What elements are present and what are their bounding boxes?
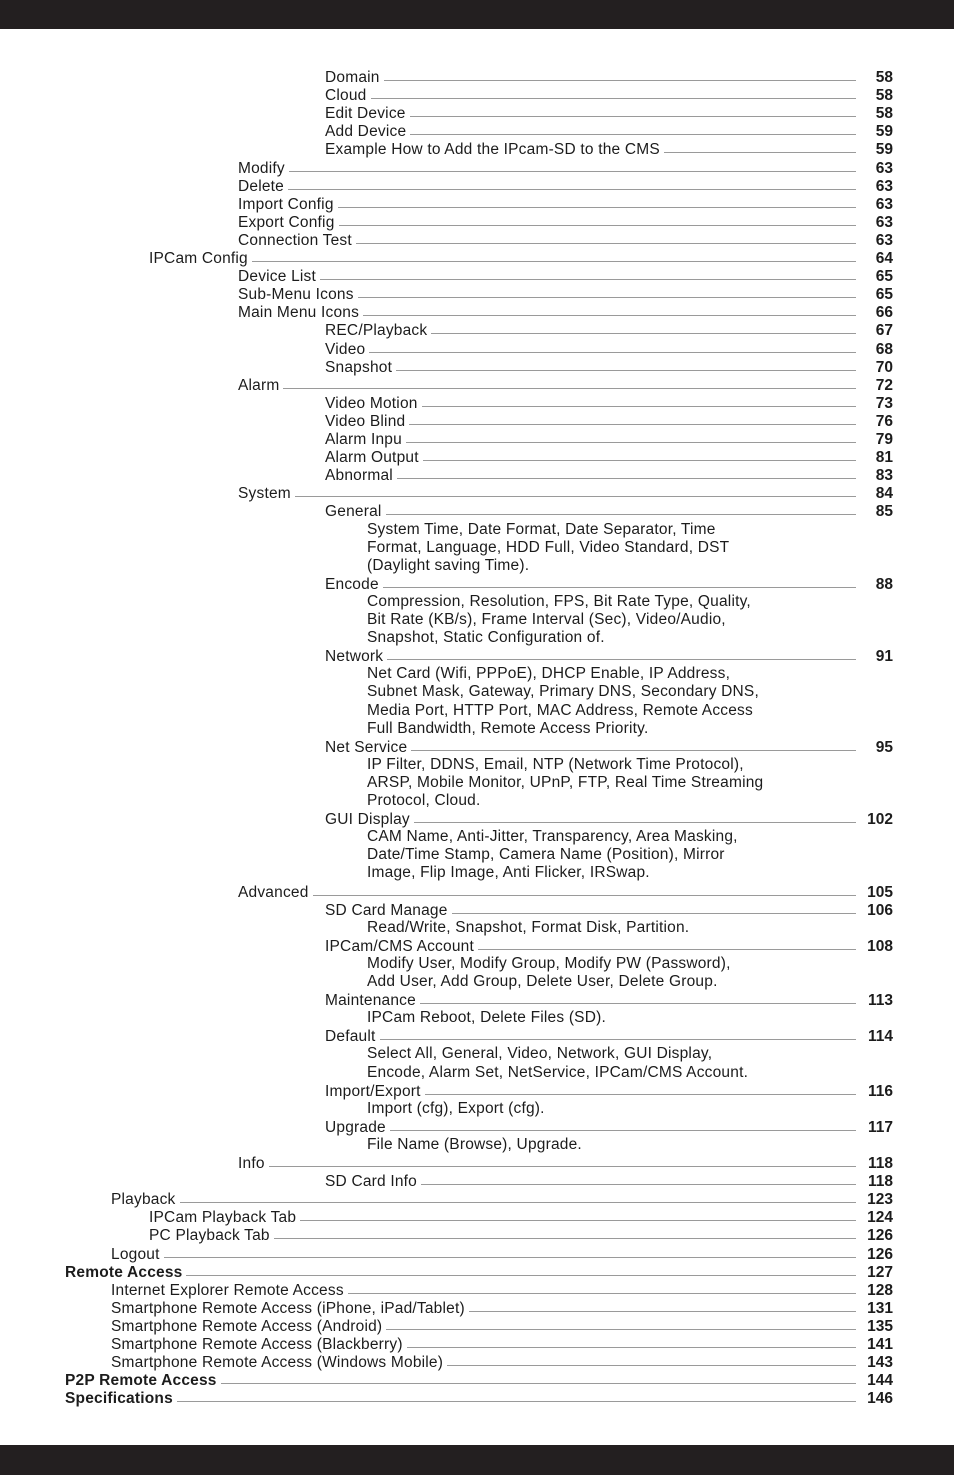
toc-entry[interactable] xyxy=(0,810,954,829)
toc-page-number: 126 xyxy=(867,1227,893,1245)
toc-page-number: 63 xyxy=(875,213,893,231)
toc-entry-label: IPCam Config xyxy=(149,249,252,268)
toc-page-number: 83 xyxy=(875,467,893,485)
toc-entry[interactable] xyxy=(0,231,954,250)
toc-page-number: 146 xyxy=(867,1390,893,1408)
toc-entry[interactable] xyxy=(0,177,954,196)
toc-entry-label: Smartphone Remote Access (Blackberry) xyxy=(111,1335,407,1354)
toc-page-number: 135 xyxy=(867,1317,893,1335)
toc-entry[interactable] xyxy=(0,140,954,159)
toc-page-number: 73 xyxy=(875,394,893,412)
toc-entry-label: Main Menu Icons xyxy=(238,303,363,322)
toc-page-number: 66 xyxy=(875,304,893,322)
toc-page-number: 124 xyxy=(867,1209,893,1227)
toc-entry[interactable] xyxy=(0,1172,954,1191)
toc-entry[interactable] xyxy=(0,303,954,322)
toc-entry-label: Delete xyxy=(238,177,288,196)
toc-leader xyxy=(238,496,856,497)
toc-page-number: 114 xyxy=(867,1028,893,1046)
toc-entry-description: Protocol, Cloud. xyxy=(367,792,481,809)
toc-entry-label: Connection Test xyxy=(238,231,356,250)
toc-entry[interactable] xyxy=(0,195,954,214)
toc-leader xyxy=(238,895,856,896)
toc-leader xyxy=(111,1257,856,1258)
toc-entry-label: Cloud xyxy=(325,86,371,105)
toc-leader xyxy=(111,1202,856,1203)
toc-entry-label: Remote Access xyxy=(65,1263,186,1282)
toc-leader xyxy=(238,189,856,190)
toc-page-number: 59 xyxy=(875,123,893,141)
toc-entry-label: Add Device xyxy=(325,122,410,141)
toc-entry[interactable] xyxy=(0,68,954,87)
toc-entry-description: Encode, Alarm Set, NetService, IPCam/CMS Account. xyxy=(367,1063,749,1081)
toc-entry[interactable] xyxy=(0,267,954,286)
toc-entry[interactable] xyxy=(0,376,954,395)
toc-leader xyxy=(238,1166,856,1167)
toc-page-number: 91 xyxy=(875,648,893,666)
toc-page-number: 113 xyxy=(867,992,893,1010)
toc-leader xyxy=(238,279,856,280)
toc-entry-label: Playback xyxy=(111,1190,180,1209)
toc-entry-description: IP Filter, DDNS, Email, NTP (Network Time Protocol), xyxy=(367,755,744,773)
toc-entry-label: General xyxy=(325,502,386,521)
toc-leader xyxy=(325,80,856,81)
toc-entry[interactable] xyxy=(0,340,954,359)
toc-entry[interactable] xyxy=(0,412,954,431)
toc-entry[interactable] xyxy=(0,1245,954,1264)
toc-entry-description: IPCam Reboot, Delete Files (SD). xyxy=(367,1009,606,1027)
toc-entry[interactable] xyxy=(0,86,954,105)
toc-entry-label: Internet Explorer Remote Access xyxy=(111,1281,348,1300)
toc-entry[interactable] xyxy=(0,321,954,340)
toc-entry[interactable] xyxy=(0,484,954,503)
toc-page-number: 68 xyxy=(875,340,893,358)
toc-entry-label: Device List xyxy=(238,267,320,286)
toc-entry-label: Maintenance xyxy=(325,991,420,1010)
toc-page-number: 81 xyxy=(875,449,893,467)
toc-entry-label: Logout xyxy=(111,1245,164,1264)
toc-leader xyxy=(149,261,856,262)
toc-entry[interactable] xyxy=(0,249,954,268)
toc-page-number: 102 xyxy=(867,811,893,829)
toc-entry-description: Image, Flip Image, Anti Flicker, IRSwap. xyxy=(367,864,650,882)
toc-page-number: 116 xyxy=(867,1082,893,1100)
toc-page-number: 70 xyxy=(875,358,893,376)
toc-entry-description: Format, Language, HDD Full, Video Standard, DST xyxy=(367,538,730,556)
toc-entry[interactable] xyxy=(0,502,954,521)
toc-page-number: 108 xyxy=(867,937,893,955)
toc-page-number: 72 xyxy=(875,376,893,394)
toc-page-number: 63 xyxy=(875,195,893,213)
toc-entry[interactable] xyxy=(0,358,954,377)
toc-page-number: 117 xyxy=(867,1118,893,1136)
toc-entry-label: Modify xyxy=(238,159,289,178)
toc-leader xyxy=(238,388,856,389)
toc-entry-label: Info xyxy=(238,1154,269,1173)
toc-entry[interactable] xyxy=(0,122,954,141)
toc-entry-label: Smartphone Remote Access (iPhone, iPad/Tablet) xyxy=(111,1299,469,1318)
toc-entry-description: CAM Name, Anti-Jitter, Transparency, Area Masking, xyxy=(367,828,738,846)
toc-page-number: 58 xyxy=(875,87,893,105)
toc-entry-label: Snapshot xyxy=(325,358,396,377)
toc-entry-label: Alarm xyxy=(238,376,283,395)
toc-page-number: 88 xyxy=(875,575,893,593)
toc-entry-label: Default xyxy=(325,1027,380,1046)
toc-page-number: 58 xyxy=(875,69,893,86)
toc-entry-label: IPCam Playback Tab xyxy=(149,1208,300,1227)
toc-leader xyxy=(325,659,856,660)
toc-entry[interactable] xyxy=(0,1027,954,1046)
toc-entry-label: Advanced xyxy=(238,883,313,902)
toc-entry[interactable] xyxy=(0,1317,954,1336)
toc-entry-label: Net Service xyxy=(325,738,411,757)
toc-entry-label: REC/Playback xyxy=(325,321,431,340)
toc-entry[interactable] xyxy=(0,159,954,178)
toc-entry-description: Net Card (Wifi, PPPoE), DHCP Enable, IP Address, xyxy=(367,665,731,683)
toc-page-number: 105 xyxy=(867,883,893,901)
toc-entry-description: Media Port, HTTP Port, MAC Address, Remote Access xyxy=(367,701,753,719)
toc-leader xyxy=(325,587,856,588)
toc-entry-label: Export Config xyxy=(238,213,339,232)
toc-entry-label: PC Playback Tab xyxy=(149,1226,274,1245)
toc-page-number: 76 xyxy=(875,412,893,430)
toc-entry[interactable] xyxy=(0,430,954,449)
toc-entry[interactable] xyxy=(0,1371,954,1390)
toc-entry[interactable] xyxy=(0,394,954,413)
toc-leader xyxy=(325,1039,856,1040)
toc-entry[interactable] xyxy=(0,1208,954,1227)
toc-entry-label: Alarm Inpu xyxy=(325,430,406,449)
toc-entry[interactable] xyxy=(0,883,954,902)
toc-entry-description: Select All, General, Video, Network, GUI Display, xyxy=(367,1045,713,1063)
toc-page-number: 141 xyxy=(867,1336,893,1353)
toc-page-number: 65 xyxy=(875,286,893,304)
toc-entry[interactable] xyxy=(0,575,954,594)
toc-page-number: 58 xyxy=(875,105,893,123)
toc-entry-description: File Name (Browse), Upgrade. xyxy=(367,1135,582,1153)
toc-entry-label: Domain xyxy=(325,68,384,87)
toc-page-number: 118 xyxy=(867,1155,893,1172)
toc-page-number: 143 xyxy=(867,1354,893,1372)
toc-entry[interactable] xyxy=(0,213,954,232)
toc-entry-label: Sub-Menu Icons xyxy=(238,285,358,304)
toc-entry[interactable] xyxy=(0,1389,954,1408)
toc-page-number: 95 xyxy=(875,738,893,756)
toc-entry-label: Specifications xyxy=(65,1389,177,1408)
toc-entry[interactable] xyxy=(0,1190,954,1209)
toc-page-number: 127 xyxy=(867,1263,893,1281)
toc-leader xyxy=(325,1130,856,1131)
toc-entry-label: Upgrade xyxy=(325,1118,390,1137)
toc-entry[interactable] xyxy=(0,285,954,304)
toc-page-number: 85 xyxy=(875,503,893,521)
toc-entry-label: Video Motion xyxy=(325,394,422,413)
toc-entry-label: Edit Device xyxy=(325,104,410,123)
toc-page-number: 128 xyxy=(867,1281,893,1299)
toc-leader xyxy=(325,352,856,353)
toc-entry-label: Network xyxy=(325,647,387,666)
toc-entry-description: Full Bandwidth, Remote Access Priority. xyxy=(367,719,649,737)
toc-entry-description: ARSP, Mobile Monitor, UPnP, FTP, Real Time Streaming xyxy=(367,773,764,791)
toc-entry-label: Import Config xyxy=(238,195,338,214)
toc-entry-label: Encode xyxy=(325,575,383,594)
toc-page-number: 144 xyxy=(867,1372,893,1390)
toc-page-number: 67 xyxy=(875,322,893,340)
toc-entry[interactable] xyxy=(0,1335,954,1354)
toc-page-number: 118 xyxy=(867,1173,893,1191)
toc-entry-label: Smartphone Remote Access (Android) xyxy=(111,1317,386,1336)
toc-entry-description: Snapshot, Static Configuration of. xyxy=(367,629,605,647)
toc-page-number: 63 xyxy=(875,231,893,249)
toc-entry-label: Alarm Output xyxy=(325,448,423,467)
toc-entry[interactable] xyxy=(0,466,954,485)
toc-leader xyxy=(325,98,856,99)
toc-page-number: 64 xyxy=(875,250,893,267)
toc-entry-description: Read/Write, Snapshot, Format Disk, Partition. xyxy=(367,918,690,936)
toc-entry[interactable] xyxy=(0,448,954,467)
toc-entry[interactable] xyxy=(0,1118,954,1137)
toc-page-number: 106 xyxy=(867,901,893,919)
toc-entry[interactable] xyxy=(0,1299,954,1318)
toc-entry-description: (Daylight saving Time). xyxy=(367,556,530,574)
toc-entry-description: Modify User, Modify Group, Modify PW (Password), xyxy=(367,954,731,972)
toc-entry-description: Import (cfg), Export (cfg). xyxy=(367,1099,545,1117)
bottom-band xyxy=(0,1445,954,1475)
toc-entry-label: Abnormal xyxy=(325,466,397,485)
toc-entry[interactable] xyxy=(0,937,954,956)
toc-leader xyxy=(238,171,856,172)
toc-entry-label: Video Blind xyxy=(325,412,409,431)
toc-page-number: 126 xyxy=(867,1245,893,1263)
toc-page-number: 79 xyxy=(875,431,893,448)
toc-entry-label: Example How to Add the IPcam-SD to the CMS xyxy=(325,140,664,159)
toc-leader xyxy=(325,478,856,479)
toc-entry[interactable] xyxy=(0,104,954,123)
toc-entry[interactable] xyxy=(0,647,954,666)
toc-leader xyxy=(325,370,856,371)
toc-page-number: 131 xyxy=(867,1299,893,1317)
toc-page-number: 63 xyxy=(875,159,893,177)
toc-page-number: 84 xyxy=(875,485,893,503)
toc-entry[interactable] xyxy=(0,1154,954,1173)
toc-entry[interactable] xyxy=(0,901,954,920)
toc-entry-label: SD Card Manage xyxy=(325,901,452,920)
toc-entry[interactable] xyxy=(0,1353,954,1372)
toc-entry-label: GUI Display xyxy=(325,810,414,829)
toc-entry-label: Smartphone Remote Access (Windows Mobile) xyxy=(111,1353,447,1372)
toc-entry[interactable] xyxy=(0,1263,954,1282)
toc-entry[interactable] xyxy=(0,991,954,1010)
toc-entry[interactable] xyxy=(0,1281,954,1300)
toc-entry[interactable] xyxy=(0,1226,954,1245)
toc-page-number: 123 xyxy=(867,1191,893,1209)
toc-entry-label: P2P Remote Access xyxy=(65,1371,221,1390)
toc-entry[interactable] xyxy=(0,738,954,757)
toc-entry-label: SD Card Info xyxy=(325,1172,421,1191)
toc-leader xyxy=(325,514,856,515)
toc-entry-description: Compression, Resolution, FPS, Bit Rate Type, Quality, xyxy=(367,592,751,610)
toc-leader xyxy=(65,1401,856,1402)
toc-page-number: 63 xyxy=(875,177,893,195)
toc-entry-label: System xyxy=(238,484,295,503)
toc-entry-label: Import/Export xyxy=(325,1082,425,1101)
toc-entry-description: Add User, Add Group, Delete User, Delete Group. xyxy=(367,973,718,990)
toc-entry-description: System Time, Date Format, Date Separator, Time xyxy=(367,520,716,538)
toc-entry-description: Bit Rate (KB/s), Frame Interval (Sec), Video/Audio, xyxy=(367,611,726,628)
toc-page-number: 65 xyxy=(875,268,893,286)
toc-page-number: 59 xyxy=(875,141,893,159)
toc-entry-description: Subnet Mask, Gateway, Primary DNS, Secondary DNS, xyxy=(367,683,759,701)
toc-entry-label: Video xyxy=(325,340,369,359)
toc-entry-label: IPCam/CMS Account xyxy=(325,937,478,956)
toc-entry-description: Date/Time Stamp, Camera Name (Position), Mirror xyxy=(367,846,725,864)
toc-entry[interactable] xyxy=(0,1082,954,1101)
